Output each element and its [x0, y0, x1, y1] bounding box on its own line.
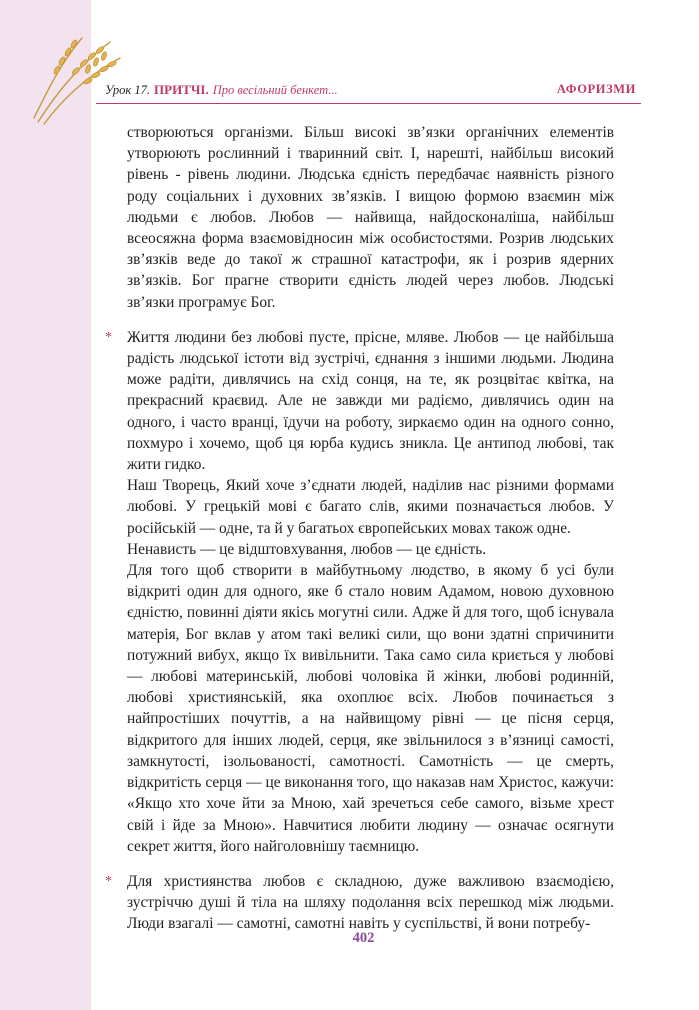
- paragraph: Життя людини без любові пусте, прісне, мляве. Любов — це найбільша радість людської істоти від зустрічі, єднання з іншими людьми. Людина може радіти, дивлячись на схід сонця, на те, як розцвітає квітка, на прекрасний краєвид. Але не завжди ми радіємо, дивлячись один на одного, і часто вранці, їдучи на роботу, зиркаємо один на одного сонно, похмуро і хочемо, щоб ця юрба кудись зникла. Це антипод любові, так жити гидко.: [127, 328, 614, 474]
- paragraph: створюються організми. Більш високі зв’язки органічних елементів утворюють рослинний і тваринний світ. І, нарешті, найбільш високий рівень - рівень людини. Людська єдність передбачає наявність різного роду соціальних і духовних зв’язків. І вищою формою взаємин між людьми є любов. Любов — найвища, найдосконаліша, найбільш всеосяжна форма взаємовідносин між особистостями. Розрив людських зв’язків веде до такої ж страшної катастрофи, як і розрив ядерних зв’язків. Бог прагне створити єдність людей через любов. Людські зв’язки програмує Бог.: [127, 124, 614, 311]
- lesson-subtitle: Про весільний бенкет...: [212, 83, 338, 97]
- header-divider: [96, 103, 641, 104]
- bullet-icon: *: [105, 329, 112, 345]
- header-lesson-info: [105, 82, 338, 98]
- body-text: [105, 122, 614, 935]
- list-item: [105, 327, 614, 475]
- page-number: 402: [352, 930, 375, 946]
- paragraph: Для того щоб створити в майбутньому людство, в якому б усі були відкриті один для одного, яке б стало новим Адамом, новою духовною єдністю, повинні діяти якісь могутні сили. Адже й для того, щоб існувала матерія, Бог вклав у атом такі великі сили, що вони здатні спричинити потужний вибух, якщо їх вивільнити. Така само сила криється у любові — любові материнській, любові чоловіка й жінки, любові родинній, любові християнській, яка охоплює всіх. Любов починається з найпростіших почуттів, а на найвищому рівні — це пісня серця, відкритого для інших людей, серця, яке звільнилося з в’язниці самості, замкнутості, ізольованості, самотності. Самотність — це смерть, відкритість серця — це виконання того, що наказав нам Христос, кажучи: «Якщо хто хоче йти за Мною, хай зречеться себе самого, візьме хрест свій і йде за Мною». Навчитися любити людину — означає осягнути секрет життя, його найголовнішу таємницю.: [127, 562, 614, 855]
- paragraph: Для християнства любов є складною, дуже важливою взаємодією, зустріччю душі й тіла на шляху подолання всіх перешкод між людьми. Люди взагалі — самотні, самотні навіть у суспільстві, й вони потребу-: [127, 872, 614, 933]
- lesson-title: ПРИТЧІ.: [154, 82, 209, 97]
- lesson-number: Урок 17.: [105, 83, 151, 97]
- paragraph: Наш Творець, Який хоче з’єднати людей, наділив нас різними формами любові. У грецькій мові є багато слів, якими позначається любов. У російській — одне, та й у багатьох європейських мовах також одне.: [127, 477, 614, 537]
- side-band: [0, 0, 91, 1010]
- paragraph: Ненависть — це відштовхування, любов — це єдність.: [127, 540, 487, 558]
- section-title: АФОРИЗМИ: [556, 82, 636, 96]
- list-item: [105, 871, 614, 935]
- bullet-icon: *: [105, 873, 112, 889]
- running-header: [105, 80, 636, 102]
